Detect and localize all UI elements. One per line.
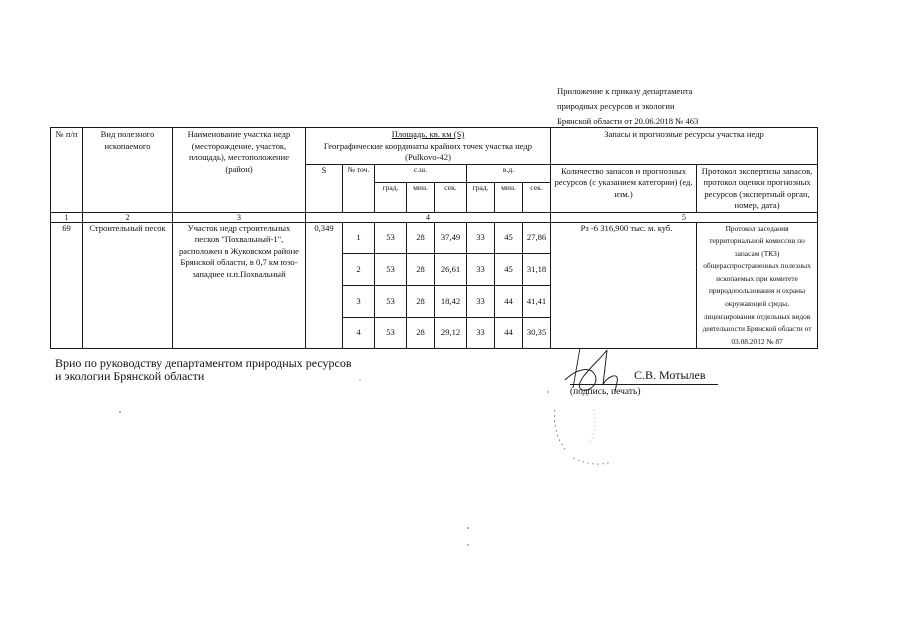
row-reserves: Рз -6 316,900 тыс. м. куб. bbox=[551, 222, 697, 349]
header-lon: в.д. bbox=[467, 164, 551, 182]
row-protocol: Протокол заседания территориальной комиссии по запасам (ТКЗ) общераспространенных полезных ископаемых при комитете природопользования и охраны окружающей среды, лицензирования отдельных видов деятельности Брянской области от 03.08.2012 № 87 bbox=[697, 222, 818, 349]
handwritten-signature bbox=[545, 340, 695, 480]
column-number: 3 bbox=[173, 212, 306, 222]
speck bbox=[119, 411, 121, 413]
annex-line: Брянской области от 20.06.2018 № 463 bbox=[557, 116, 699, 126]
annex-header bbox=[557, 84, 817, 129]
header-reserves-qty: Количество запасов и прогнозных ресурсов (с указанием категории) (ед. изм.) bbox=[551, 164, 697, 212]
subsoil-table bbox=[50, 127, 818, 349]
speck bbox=[359, 379, 360, 380]
speck bbox=[467, 544, 468, 545]
lat-sec: 26,61 bbox=[435, 254, 467, 286]
header-reserves-title: Запасы и прогнозные ресурсы участка недр bbox=[551, 128, 818, 165]
header-name: Наименование участка недр (месторождение, участок, площадь), местоположение (район) bbox=[173, 128, 306, 213]
header-s: S bbox=[306, 164, 343, 212]
signature-stroke bbox=[565, 350, 617, 392]
header-lon-deg: град. bbox=[467, 182, 495, 212]
stamp-arc bbox=[589, 410, 595, 444]
point-number: 1 bbox=[343, 222, 375, 254]
header-area-title: Площадь, кв. км (S) bbox=[391, 129, 465, 139]
header-lat: с.ш. bbox=[375, 164, 467, 182]
lat-min: 28 bbox=[407, 285, 435, 317]
header-lon-min: мин. bbox=[495, 182, 523, 212]
row-area: 0,349 bbox=[306, 222, 343, 349]
column-number: 5 bbox=[551, 212, 818, 222]
header-lat-min: мин. bbox=[407, 182, 435, 212]
header-coords-title: Географические координаты крайних точек участка недр (Pulkovo-42) bbox=[323, 140, 533, 162]
header-lat-sec: сек. bbox=[435, 182, 467, 212]
annex-line: природных ресурсов и экологии bbox=[557, 101, 675, 111]
header-point: № точ. bbox=[343, 164, 375, 212]
header-protocol: Протокол экспертизы запасов, протокол оценки прогнозных ресурсов (экспертный орган, номер, дата) bbox=[697, 164, 818, 212]
signature-caption: (подпись, печать) bbox=[570, 387, 641, 397]
annex-line: Приложение к приказу департамента bbox=[557, 86, 693, 96]
lat-deg: 53 bbox=[375, 222, 407, 254]
signatory-name: С.В. Мотылев bbox=[634, 368, 706, 382]
column-number: 4 bbox=[306, 212, 551, 222]
column-number: 2 bbox=[83, 212, 173, 222]
header-type: Вид полезного ископаемого bbox=[83, 128, 173, 213]
lon-sec: 30,35 bbox=[523, 317, 551, 349]
column-number: 1 bbox=[51, 212, 83, 222]
lat-deg: 53 bbox=[375, 254, 407, 286]
signature-line bbox=[570, 384, 718, 385]
signatory-position bbox=[55, 357, 351, 383]
lat-min: 28 bbox=[407, 222, 435, 254]
lon-sec: 31,18 bbox=[523, 254, 551, 286]
lat-min: 28 bbox=[407, 254, 435, 286]
header-lat-deg: град. bbox=[375, 182, 407, 212]
point-number: 3 bbox=[343, 285, 375, 317]
lat-sec: 18,42 bbox=[435, 285, 467, 317]
row-num: 69 bbox=[51, 222, 83, 349]
header-lon-sec: сек. bbox=[523, 182, 551, 212]
lon-deg: 33 bbox=[467, 254, 495, 286]
point-number: 2 bbox=[343, 254, 375, 286]
signatory-position-line: Врио по руководству департаментом природных ресурсов bbox=[55, 356, 352, 370]
lat-deg: 53 bbox=[375, 317, 407, 349]
lon-min: 45 bbox=[495, 254, 523, 286]
stamp-arc bbox=[555, 410, 568, 452]
lon-sec: 41,41 bbox=[523, 285, 551, 317]
lon-min: 45 bbox=[495, 222, 523, 254]
lat-deg: 53 bbox=[375, 285, 407, 317]
header-num: № п/п bbox=[51, 128, 83, 213]
stamp-arc bbox=[573, 458, 611, 464]
lat-sec: 37,49 bbox=[435, 222, 467, 254]
lon-min: 44 bbox=[495, 317, 523, 349]
lon-deg: 33 bbox=[467, 317, 495, 349]
signature-stroke bbox=[573, 348, 580, 388]
lon-deg: 33 bbox=[467, 285, 495, 317]
lon-min: 44 bbox=[495, 285, 523, 317]
lon-sec: 27,86 bbox=[523, 222, 551, 254]
row-mineral-type: Строительный песок bbox=[83, 222, 173, 349]
point-number: 4 bbox=[343, 317, 375, 349]
speck bbox=[467, 527, 469, 529]
lat-min: 28 bbox=[407, 317, 435, 349]
lon-deg: 33 bbox=[467, 222, 495, 254]
signatory-position-line: и экологии Брянской области bbox=[55, 369, 205, 383]
header-area-coords bbox=[306, 128, 551, 165]
row-site-name: Участок недр строительных песков "Похвальный-1", расположен в Жуковском районе Брянской области, в 0,7 км юзо-западнее н.п.Похвальный bbox=[173, 222, 306, 349]
lat-sec: 29,12 bbox=[435, 317, 467, 349]
